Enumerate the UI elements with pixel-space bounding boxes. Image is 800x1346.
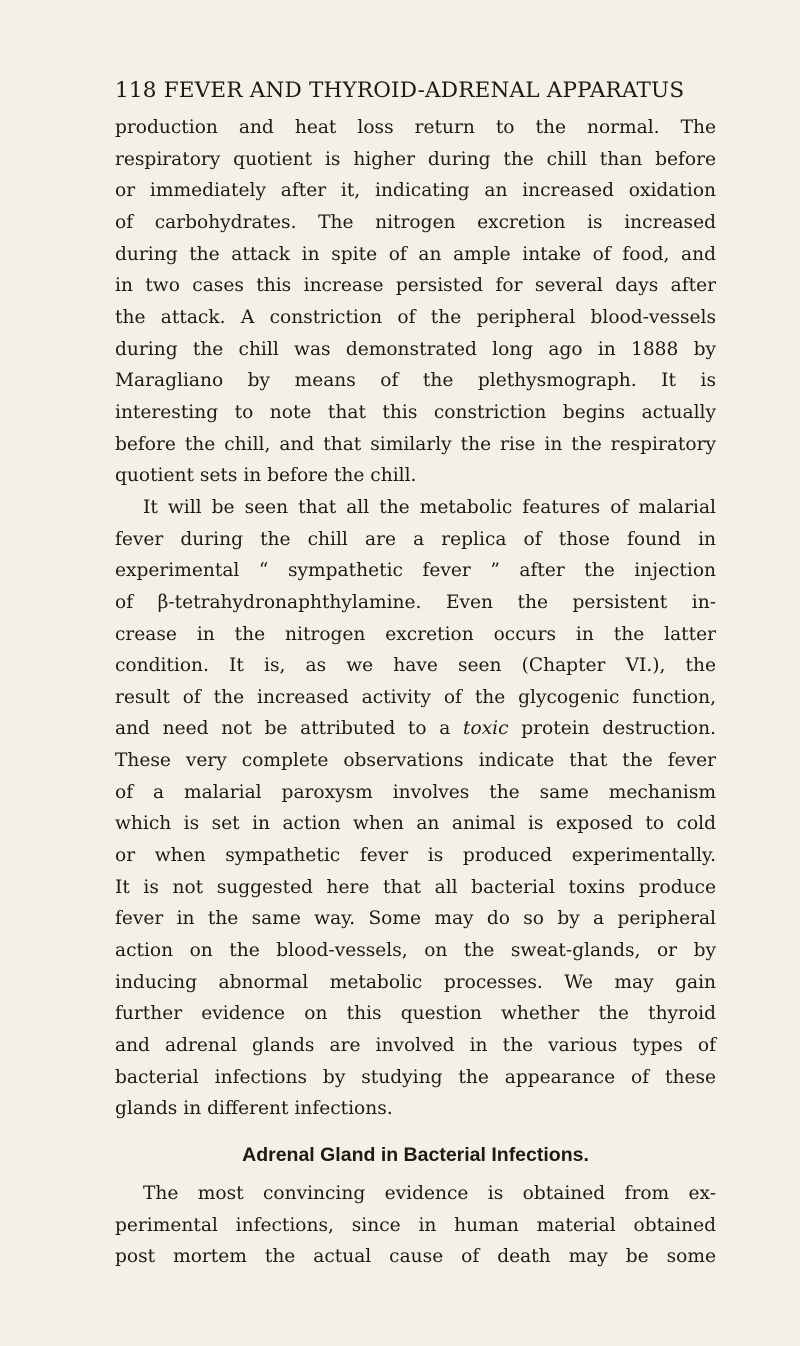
- text-line: production and heat loss return to the normal. The: [115, 117, 716, 138]
- text-line: in two cases this increase persisted for several days after: [115, 275, 716, 297]
- text-line: fever in the same way. Some may do so by a peripheral: [115, 908, 716, 930]
- text-line: the attack. A constriction of the peripheral blood-vessels: [115, 306, 716, 328]
- text-line: inducing abnormal metabolic processes. We may gain: [115, 971, 716, 993]
- text-line: The most convincing evidence is obtained from ex-: [143, 1183, 716, 1204]
- section-heading: Adrenal Gland in Bacterial Infections.: [242, 1144, 589, 1166]
- running-title: FEVER AND THYROID-ADRENAL APPARATUS: [163, 78, 685, 103]
- text-line: Maragliano by means of the plethysmograph. It is: [115, 370, 716, 392]
- text-line: of a malarial paroxysm involves the same mechanism: [115, 781, 716, 803]
- paragraph-3: [115, 1178, 716, 1273]
- text-line: before the chill, and that similarly the rise in the respiratory: [115, 433, 716, 455]
- text-segment: protein destruction.: [521, 718, 716, 740]
- text-line: It will be seen that all the metabolic features of malarial: [143, 496, 716, 518]
- text-line: during the chill was demonstrated long ago in 1888 by: [115, 338, 716, 360]
- text-line: perimental infections, since in human material obtained: [115, 1214, 716, 1236]
- text-line: quotient sets in before the chill.: [115, 465, 417, 487]
- text-line: of β-tetrahydronaphthylamine. Even the persistent in-: [115, 591, 716, 613]
- text-line: during the attack in spite of an ample intake of food, and: [115, 243, 716, 265]
- paragraph-1: [115, 112, 716, 492]
- text-line: These very complete observations indicate that the fever: [115, 750, 716, 772]
- text-line: bacterial infections by studying the appearance of these: [115, 1066, 716, 1088]
- paragraph-2: [115, 492, 716, 1125]
- text-line: experimental “ sympathetic fever ” after the injection: [115, 560, 716, 582]
- text-line: glands in different infections.: [115, 1098, 393, 1120]
- text-line: It is not suggested here that all bacterial toxins produce: [115, 876, 716, 898]
- text-line: interesting to note that this constriction begins actually: [115, 401, 716, 423]
- text-line: or when sympathetic fever is produced experimentally.: [115, 845, 716, 867]
- running-head: [115, 74, 716, 108]
- text-line: post mortem the actual cause of death may be some: [115, 1246, 716, 1268]
- text-line-mixed: [115, 713, 716, 745]
- italic-word: toxic: [463, 718, 509, 740]
- text-line: crease in the nitrogen excretion occurs in the latter: [115, 623, 716, 645]
- text-line: or immediately after it, indicating an increased oxidation: [115, 180, 716, 202]
- text-line: of carbohydrates. The nitrogen excretion is increased: [115, 211, 716, 233]
- text-line: fever during the chill are a replica of those found in: [115, 528, 716, 550]
- text-line: result of the increased activity of the glycogenic function,: [115, 686, 716, 708]
- text-line: respiratory quotient is higher during the chill than before: [115, 148, 716, 170]
- text-line: which is set in action when an animal is exposed to cold: [115, 813, 716, 835]
- text-line: condition. It is, as we have seen (Chapter VI.), the: [115, 655, 716, 677]
- page-number: 118: [115, 78, 157, 103]
- text-segment: and need not be attributed to a: [115, 718, 451, 740]
- text-line: further evidence on this question whether the thyroid: [115, 1003, 716, 1025]
- text-line: and adrenal glands are involved in the various types of: [115, 1035, 716, 1057]
- text-line: action on the blood-vessels, on the sweat-glands, or by: [115, 940, 716, 962]
